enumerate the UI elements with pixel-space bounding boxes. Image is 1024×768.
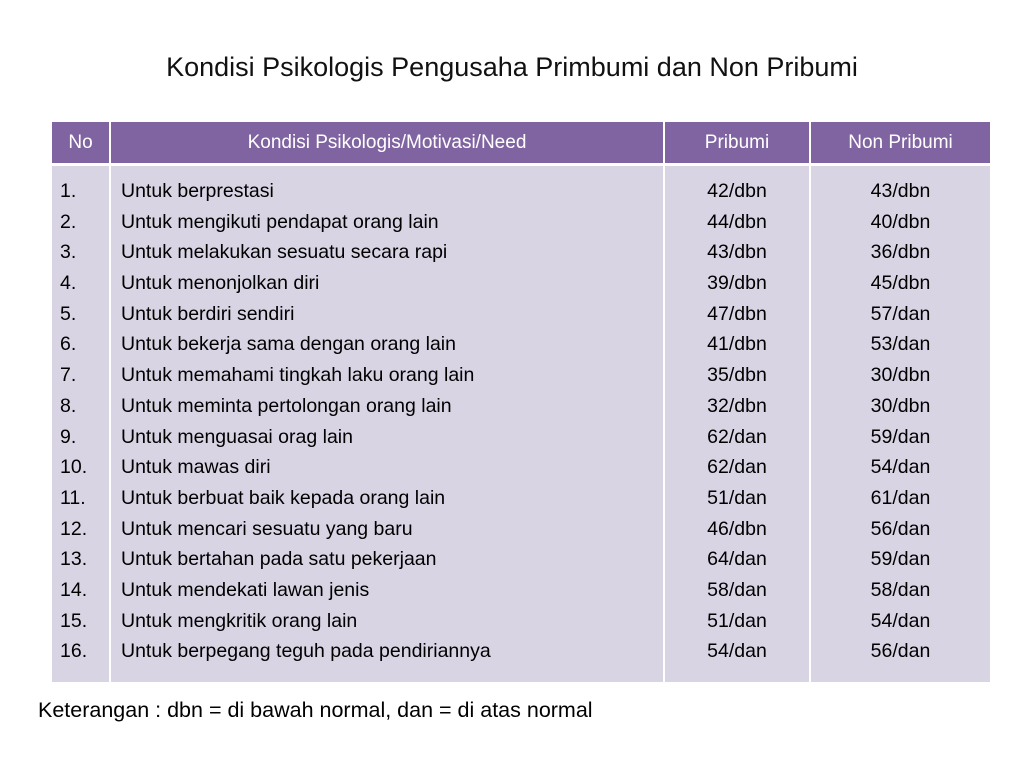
row-non-pribumi-value: 45/dbn bbox=[870, 272, 931, 295]
psychology-table bbox=[52, 122, 990, 682]
row-pribumi-value: 43/dbn bbox=[707, 241, 767, 264]
row-condition: Untuk melakukan sesuatu secara rapi bbox=[121, 241, 448, 264]
row-number: 7. bbox=[60, 364, 77, 387]
row-condition: Untuk bekerja sama dengan orang lain bbox=[121, 333, 456, 356]
row-condition: Untuk mencari sesuatu yang baru bbox=[121, 517, 413, 540]
row-pribumi-value: 51/dan bbox=[707, 486, 767, 509]
row-pribumi-value: 41/dbn bbox=[707, 333, 767, 356]
row-pribumi-value: 42/dbn bbox=[707, 180, 767, 202]
row-pribumi-value: 47/dbn bbox=[707, 302, 767, 325]
row-non-pribumi-value: 36/dbn bbox=[870, 241, 931, 264]
row-pribumi-value: 46/dbn bbox=[707, 517, 767, 540]
row-number: 2. bbox=[60, 210, 77, 233]
row-pribumi-value: 44/dbn bbox=[707, 210, 767, 233]
row-condition: Untuk menguasai orag lain bbox=[121, 425, 353, 448]
row-number: 3. bbox=[60, 241, 77, 264]
row-pribumi-value: 58/dan bbox=[707, 578, 767, 601]
row-non-pribumi-value: 30/dbn bbox=[870, 394, 931, 417]
row-non-pribumi-value: 53/dan bbox=[870, 333, 931, 356]
row-pribumi-value: 35/dbn bbox=[707, 364, 767, 387]
row-condition: Untuk berpegang teguh pada pendiriannya bbox=[121, 640, 491, 663]
row-condition: Untuk berprestasi bbox=[121, 180, 274, 202]
row-number: 14. bbox=[60, 578, 88, 601]
row-condition: Untuk berdiri sendiri bbox=[121, 302, 295, 325]
row-condition: Untuk mengkritik orang lain bbox=[121, 609, 358, 632]
column-pribumi bbox=[664, 165, 810, 683]
row-number: 1. bbox=[60, 180, 77, 202]
row-number: 11. bbox=[60, 486, 86, 509]
row-pribumi-value: 51/dan bbox=[707, 609, 767, 632]
table-body-row bbox=[52, 165, 990, 683]
row-number: 15. bbox=[60, 609, 88, 632]
row-pribumi-value: 39/dbn bbox=[707, 272, 767, 295]
row-non-pribumi-value: 43/dbn bbox=[870, 180, 931, 202]
row-condition: Untuk berbuat baik kepada orang lain bbox=[121, 486, 446, 509]
column-condition bbox=[110, 165, 664, 683]
row-non-pribumi-value: 40/dbn bbox=[870, 210, 931, 233]
header-non-pribumi: Non Pribumi bbox=[810, 122, 990, 165]
row-number: 10. bbox=[60, 456, 88, 479]
row-condition: Untuk meminta pertolongan orang lain bbox=[121, 394, 452, 417]
row-non-pribumi-value: 54/dan bbox=[870, 609, 931, 632]
header-condition: Kondisi Psikologis/Motivasi/Need bbox=[110, 122, 664, 165]
row-non-pribumi-value: 61/dan bbox=[870, 486, 931, 509]
row-condition: Untuk menonjolkan diri bbox=[121, 272, 320, 295]
row-condition: Untuk mendekati lawan jenis bbox=[121, 578, 370, 601]
column-non-pribumi bbox=[810, 165, 990, 683]
table-header-row bbox=[52, 122, 990, 165]
row-non-pribumi-value: 58/dan bbox=[870, 578, 931, 601]
row-number: 5. bbox=[60, 302, 77, 325]
row-non-pribumi-value: 57/dan bbox=[870, 302, 931, 325]
row-number: 13. bbox=[60, 548, 88, 571]
row-number: 4. bbox=[60, 272, 77, 295]
row-non-pribumi-value: 56/dan bbox=[870, 517, 931, 540]
row-non-pribumi-value: 59/dan bbox=[870, 548, 931, 571]
row-pribumi-value: 64/dan bbox=[707, 548, 767, 571]
row-pribumi-value: 54/dan bbox=[707, 640, 767, 663]
row-non-pribumi-value: 54/dan bbox=[870, 456, 931, 479]
row-condition: Untuk mengikuti pendapat orang lain bbox=[121, 210, 439, 233]
row-number: 8. bbox=[60, 394, 77, 417]
header-no: No bbox=[52, 122, 110, 165]
row-non-pribumi-value: 56/dan bbox=[870, 640, 931, 663]
row-non-pribumi-value: 59/dan bbox=[870, 425, 931, 448]
row-pribumi-value: 62/dan bbox=[707, 425, 767, 448]
row-non-pribumi-value: 30/dbn bbox=[870, 364, 931, 387]
row-number: 16. bbox=[60, 640, 88, 663]
header-pribumi: Pribumi bbox=[664, 122, 810, 165]
column-no bbox=[52, 165, 110, 683]
row-condition: Untuk memahami tingkah laku orang lain bbox=[121, 364, 475, 387]
row-condition: Untuk mawas diri bbox=[121, 456, 271, 479]
slide-title: Kondisi Psikologis Pengusaha Primbumi dan Non Pribumi bbox=[166, 52, 858, 82]
row-pribumi-value: 62/dan bbox=[707, 456, 767, 479]
row-number: 12. bbox=[60, 517, 88, 540]
row-condition: Untuk bertahan pada satu pekerjaan bbox=[121, 548, 437, 571]
row-number: 6. bbox=[60, 333, 77, 356]
row-number: 9. bbox=[60, 425, 77, 448]
legend-note: Keterangan : dbn = di bawah normal, dan = di atas normal bbox=[38, 698, 593, 722]
row-pribumi-value: 32/dbn bbox=[707, 394, 767, 417]
